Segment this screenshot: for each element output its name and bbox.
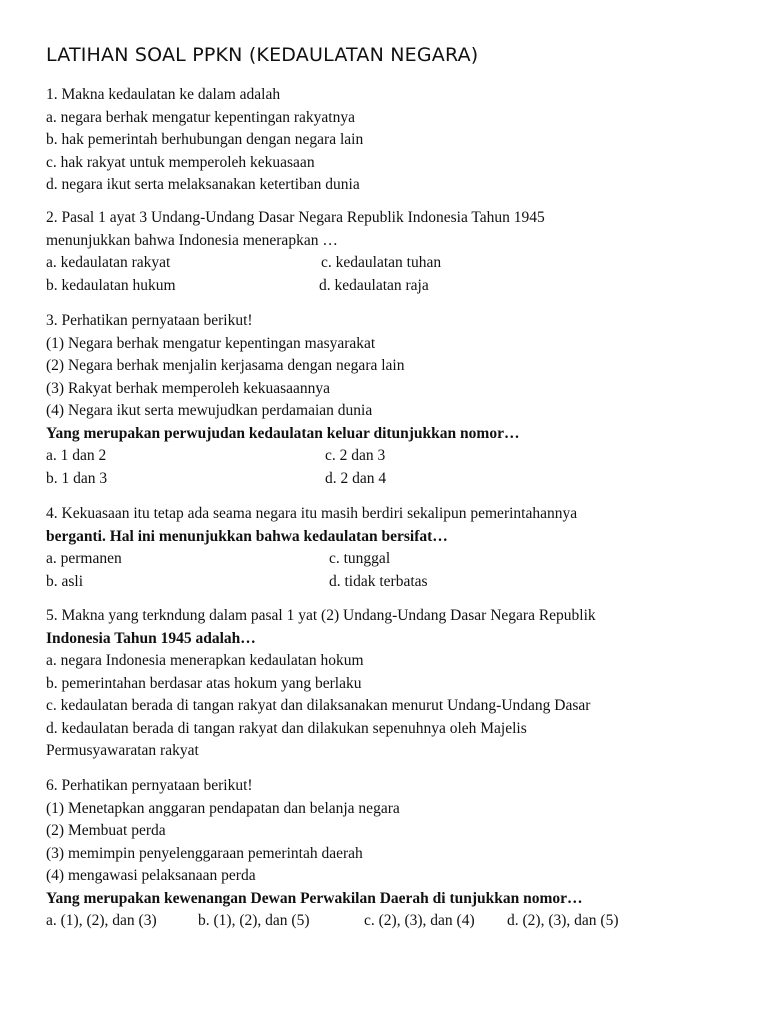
option-b: b. 1 dan 3 (46, 469, 108, 487)
question-stem: 3. Perhatikan pernyataan berikut! (46, 312, 253, 329)
option-b: b. hak pemerintah berhubungan dengan negara lain (46, 131, 364, 148)
option-b: b. asli (46, 572, 84, 590)
question-stem: 6. Perhatikan pernyataan berikut! (46, 777, 253, 794)
option-a: a. permanen (46, 550, 122, 567)
option-b: b. pemerintahan berdasar atas hokum yang berlaku (46, 674, 362, 692)
question-2 (46, 207, 746, 297)
option-d: d. kedaulatan berada di tangan rakyat dan dilakukan sepenuhnya oleh Majelis (46, 719, 527, 737)
question-prompt: berganti. Hal ini menunjukkan bahwa kedaulatan bersifat… (46, 527, 448, 545)
question-prompt: Yang merupakan perwujudan kedaulatan keluar ditunjukkan nomor… (46, 424, 520, 442)
statement-3: (3) Rakyat berhak memperoleh kekuasaannya (46, 379, 331, 397)
option-a: a. negara berhak mengatur kepentingan rakyatnya (46, 108, 355, 126)
option-row (46, 445, 746, 468)
question-prompt: Yang merupakan kewenangan Dewan Perwakilan Daerah di tunjukkan nomor… (46, 889, 583, 907)
option-row (46, 548, 746, 571)
option-d-cont: Permusyawaratan rakyat (46, 742, 199, 759)
question-4 (46, 503, 746, 593)
option-c: c. kedaulatan berada di tangan rakyat dan dilaksanakan menurut Undang-Undang Dasar (46, 697, 591, 714)
option-c: c. tunggal (329, 550, 391, 567)
question-3 (46, 310, 746, 490)
option-row (46, 571, 746, 594)
question-stem: 1. Makna kedaulatan ke dalam adalah (46, 86, 281, 103)
option-c: c. kedaulatan tuhan (321, 254, 442, 271)
option-row (46, 252, 746, 275)
option-a: a. 1 dan 2 (46, 447, 107, 464)
question-stem: 2. Pasal 1 ayat 3 Undang-Undang Dasar Negara Republik Indonesia Tahun 1945 (46, 209, 545, 226)
option-row (46, 275, 746, 298)
question-stem-cont: menunjukkan bahwa Indonesia menerapkan … (46, 231, 338, 249)
question-1 (46, 84, 746, 197)
option-b: b. (1), (2), dan (5) (198, 912, 310, 929)
option-a: a. kedaulatan rakyat (46, 254, 171, 271)
option-d: d. 2 dan 4 (325, 469, 387, 487)
option-d: d. kedaulatan raja (319, 276, 429, 294)
option-row (46, 468, 746, 491)
option-a: a. negara Indonesia menerapkan kedaulatan hokum (46, 652, 364, 669)
statement-1: (1) Negara berhak mengatur kepentingan masyarakat (46, 334, 376, 352)
statement-3: (3) memimpin penyelenggaraan pemerintah daerah (46, 844, 363, 862)
option-d: d. (2), (3), dan (5) (507, 912, 619, 929)
statement-2: (2) Membuat perda (46, 822, 166, 839)
option-b: b. kedaulatan hukum (46, 276, 176, 294)
option-c: c. (2), (3), dan (4) (364, 912, 475, 929)
question-5 (46, 605, 746, 763)
page-title: LATIHAN SOAL PPKN (KEDAULATAN NEGARA) (46, 44, 479, 66)
option-a: a. (1), (2), dan (3) (46, 912, 157, 929)
statement-4: (4) mengawasi pelaksanaan perda (46, 867, 256, 884)
statement-1: (1) Menetapkan anggaran pendapatan dan belanja negara (46, 799, 400, 817)
question-6 (46, 775, 746, 933)
statement-2: (2) Negara berhak menjalin kerjasama dengan negara lain (46, 357, 405, 374)
statement-4: (4) Negara ikut serta mewujudkan perdamaian dunia (46, 402, 373, 419)
option-row (46, 910, 746, 933)
option-c: c. hak rakyat untuk memperoleh kekuasaan (46, 153, 315, 171)
option-c: c. 2 dan 3 (325, 447, 386, 464)
question-stem: 5. Makna yang terkndung dalam pasal 1 yat (2) Undang-Undang Dasar Negara Republik (46, 607, 596, 624)
option-d: d. negara ikut serta melaksanakan ketertiban dunia (46, 176, 360, 193)
question-prompt: Indonesia Tahun 1945 adalah… (46, 629, 256, 647)
option-d: d. tidak terbatas (329, 572, 428, 590)
question-stem: 4. Kekuasaan itu tetap ada seama negara itu masih berdiri sekalipun pemerintahannya (46, 505, 578, 522)
